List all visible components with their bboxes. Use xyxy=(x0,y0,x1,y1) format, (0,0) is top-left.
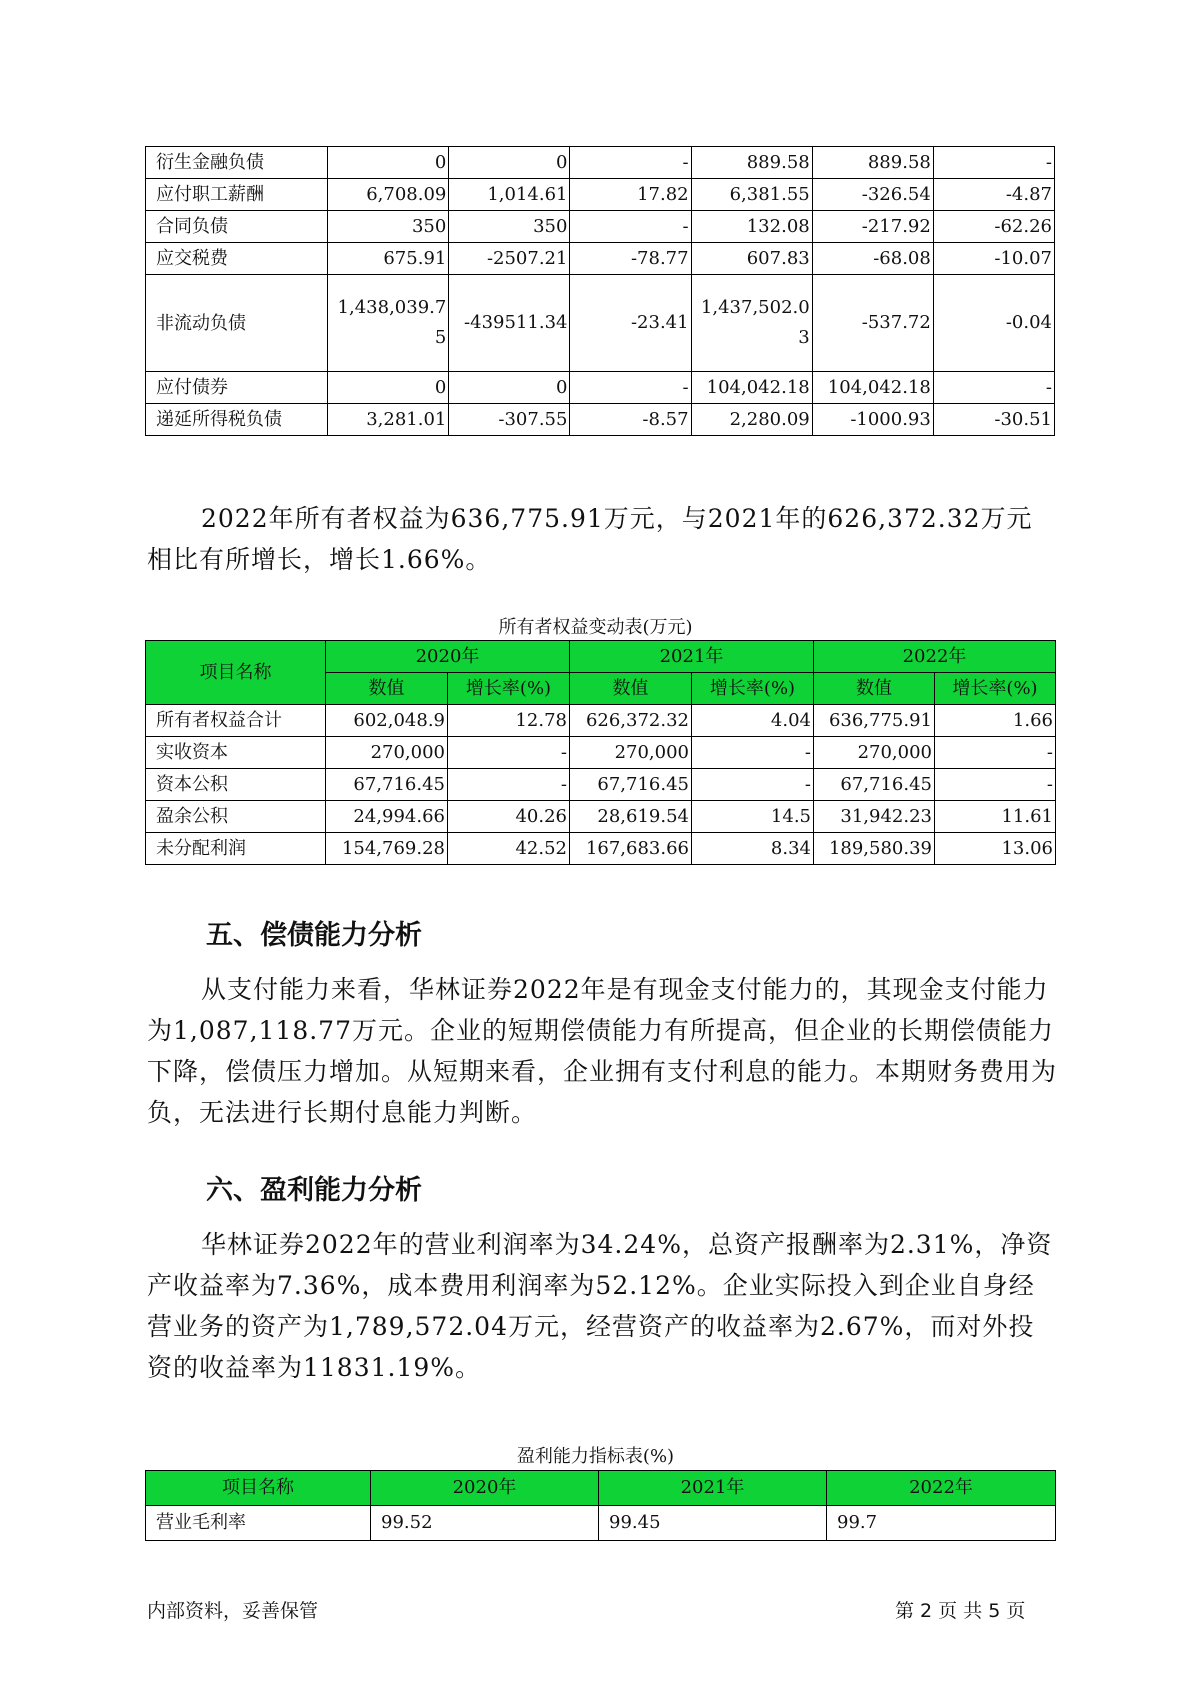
value-cell: 1,014.61 xyxy=(449,179,570,211)
value-cell: 104,042.18 xyxy=(691,372,812,404)
value-cell: 675.91 xyxy=(328,243,449,275)
value-cell: - xyxy=(570,147,691,179)
header-year: 2021年 xyxy=(599,1471,827,1506)
value-cell: 2,280.09 xyxy=(691,404,812,436)
header-year: 2020年 xyxy=(326,641,570,673)
value-cell: - xyxy=(935,737,1056,769)
value-cell: - xyxy=(933,372,1054,404)
value-cell: -10.07 xyxy=(933,243,1054,275)
value-cell: 13.06 xyxy=(935,833,1056,865)
value-cell: 270,000 xyxy=(326,737,448,769)
value-cell: 626,372.32 xyxy=(570,705,692,737)
value-cell: 132.08 xyxy=(691,211,812,243)
value-cell: 0 xyxy=(328,372,449,404)
header-year: 2021年 xyxy=(570,641,814,673)
value-cell: 11.61 xyxy=(935,801,1056,833)
row-label-cell: 非流动负债 xyxy=(146,275,328,372)
row-label-cell: 应交税费 xyxy=(146,243,328,275)
header-growth: 增长率(%) xyxy=(692,673,814,705)
value-cell: 602,048.9 xyxy=(326,705,448,737)
value-cell: 167,683.66 xyxy=(570,833,692,865)
header-growth: 增长率(%) xyxy=(448,673,570,705)
profitability-table-caption: 盈利能力指标表(%) xyxy=(516,1446,675,1467)
table-row xyxy=(146,801,1056,833)
table-row xyxy=(146,705,1056,737)
value-cell: 67,716.45 xyxy=(326,769,448,801)
value-cell: 31,942.23 xyxy=(814,801,935,833)
value-cell: -23.41 xyxy=(570,275,691,372)
value-cell: - xyxy=(448,737,570,769)
value-cell: -68.08 xyxy=(812,243,933,275)
value-cell: 1,438,039.75 xyxy=(328,275,449,372)
table-row xyxy=(146,769,1056,801)
value-cell: - xyxy=(692,737,814,769)
value-cell: 67,716.45 xyxy=(814,769,935,801)
table-row xyxy=(146,243,1055,275)
row-label-cell: 实收资本 xyxy=(146,737,326,769)
row-label-cell: 应付债券 xyxy=(146,372,328,404)
value-cell: 99.52 xyxy=(371,1506,599,1541)
value-cell: -307.55 xyxy=(449,404,570,436)
value-cell: 270,000 xyxy=(570,737,692,769)
value-cell: - xyxy=(933,147,1054,179)
header-item-name: 项目名称 xyxy=(146,641,326,705)
section-heading: 六、盈利能力分析 xyxy=(206,1175,422,1206)
value-cell: 4.04 xyxy=(692,705,814,737)
value-cell: 1,437,502.03 xyxy=(691,275,812,372)
liabilities-table xyxy=(145,146,1055,436)
value-cell: 350 xyxy=(449,211,570,243)
table-row xyxy=(146,372,1055,404)
value-cell: 636,775.91 xyxy=(814,705,935,737)
equity-table-caption: 所有者权益变动表(万元) xyxy=(498,617,693,638)
header-item-name: 项目名称 xyxy=(146,1471,371,1506)
header-year: 2020年 xyxy=(371,1471,599,1506)
row-label-cell: 合同负债 xyxy=(146,211,328,243)
footer-confidential-note: 内部资料，妥善保管 xyxy=(147,1600,319,1622)
header-value: 数值 xyxy=(326,673,448,705)
value-cell: 99.7 xyxy=(827,1506,1056,1541)
value-cell: - xyxy=(570,372,691,404)
row-label-cell: 应付职工薪酬 xyxy=(146,179,328,211)
value-cell: 6,708.09 xyxy=(328,179,449,211)
header-value: 数值 xyxy=(814,673,935,705)
value-cell: -1000.93 xyxy=(812,404,933,436)
value-cell: -62.26 xyxy=(933,211,1054,243)
row-label-cell: 营业毛利率 xyxy=(146,1506,371,1541)
value-cell: 99.45 xyxy=(599,1506,827,1541)
value-cell: -4.87 xyxy=(933,179,1054,211)
table-row xyxy=(146,737,1056,769)
row-label-cell: 衍生金融负债 xyxy=(146,147,328,179)
row-label-cell: 所有者权益合计 xyxy=(146,705,326,737)
value-cell: -537.72 xyxy=(812,275,933,372)
row-label-cell: 未分配利润 xyxy=(146,833,326,865)
value-cell: 350 xyxy=(328,211,449,243)
value-cell: - xyxy=(570,211,691,243)
value-cell: 189,580.39 xyxy=(814,833,935,865)
header-year: 2022年 xyxy=(827,1471,1056,1506)
value-cell: 0 xyxy=(328,147,449,179)
value-cell: 12.78 xyxy=(448,705,570,737)
value-cell: - xyxy=(692,769,814,801)
value-cell: 14.5 xyxy=(692,801,814,833)
value-cell: 67,716.45 xyxy=(570,769,692,801)
table-row xyxy=(146,211,1055,243)
table-row xyxy=(146,275,1055,372)
row-label-cell: 递延所得税负债 xyxy=(146,404,328,436)
value-cell: -30.51 xyxy=(933,404,1054,436)
value-cell: 0 xyxy=(449,372,570,404)
value-cell: -326.54 xyxy=(812,179,933,211)
value-cell: 6,381.55 xyxy=(691,179,812,211)
value-cell: -439511.34 xyxy=(449,275,570,372)
value-cell: 1.66 xyxy=(935,705,1056,737)
value-cell: 889.58 xyxy=(812,147,933,179)
value-cell: 28,619.54 xyxy=(570,801,692,833)
table-row xyxy=(146,147,1055,179)
solvency-paragraph: 从支付能力来看，华林证券2022年是有现金支付能力的，其现金支付能力为1,087,118.77万元。企业的短期偿债能力有所提高，但企业的长期偿债能力下降，偿债压力增加。从短期来看，企业拥有支付利息的能力。本期财务费用为负，无法进行长期付息能力判断。 xyxy=(147,975,1058,1127)
section-heading: 五、偿债能力分析 xyxy=(206,920,422,951)
value-cell: 17.82 xyxy=(570,179,691,211)
value-cell: -217.92 xyxy=(812,211,933,243)
table-row xyxy=(146,404,1055,436)
row-label-cell: 盈余公积 xyxy=(146,801,326,833)
profitability-paragraph: 华林证券2022年的营业利润率为34.24%，总资产报酬率为2.31%，净资产收益率为7.36%，成本费用利润率为52.12%。企业实际投入到企业自身经营业务的资产为1,789,572.04万元，经营资产的收益率为2.67%，而对外投资的收益率为11831.19%。 xyxy=(147,1230,1053,1382)
header-growth: 增长率(%) xyxy=(935,673,1056,705)
profitability-table xyxy=(145,1470,1056,1541)
value-cell: -2507.21 xyxy=(449,243,570,275)
equity-paragraph: 2022年所有者权益为636,775.91万元，与2021年的626,372.32万元相比有所增长，增长1.66%。 xyxy=(147,504,1033,574)
table-row xyxy=(146,833,1056,865)
row-label-cell: 资本公积 xyxy=(146,769,326,801)
value-cell: 8.34 xyxy=(692,833,814,865)
value-cell: 3,281.01 xyxy=(328,404,449,436)
table-row xyxy=(146,1506,1056,1541)
value-cell: 104,042.18 xyxy=(812,372,933,404)
value-cell: -78.77 xyxy=(570,243,691,275)
value-cell: 42.52 xyxy=(448,833,570,865)
value-cell: - xyxy=(935,769,1056,801)
value-cell: 24,994.66 xyxy=(326,801,448,833)
header-value: 数值 xyxy=(570,673,692,705)
value-cell: 0 xyxy=(449,147,570,179)
header-year: 2022年 xyxy=(814,641,1056,673)
value-cell: 40.26 xyxy=(448,801,570,833)
value-cell: -0.04 xyxy=(933,275,1054,372)
value-cell: 154,769.28 xyxy=(326,833,448,865)
equity-change-table xyxy=(145,640,1056,865)
value-cell: 270,000 xyxy=(814,737,935,769)
value-cell: 889.58 xyxy=(691,147,812,179)
value-cell: -8.57 xyxy=(570,404,691,436)
table-row xyxy=(146,179,1055,211)
value-cell: - xyxy=(448,769,570,801)
value-cell: 607.83 xyxy=(691,243,812,275)
page-number: 第 2 页 共 5 页 xyxy=(895,1600,1026,1622)
